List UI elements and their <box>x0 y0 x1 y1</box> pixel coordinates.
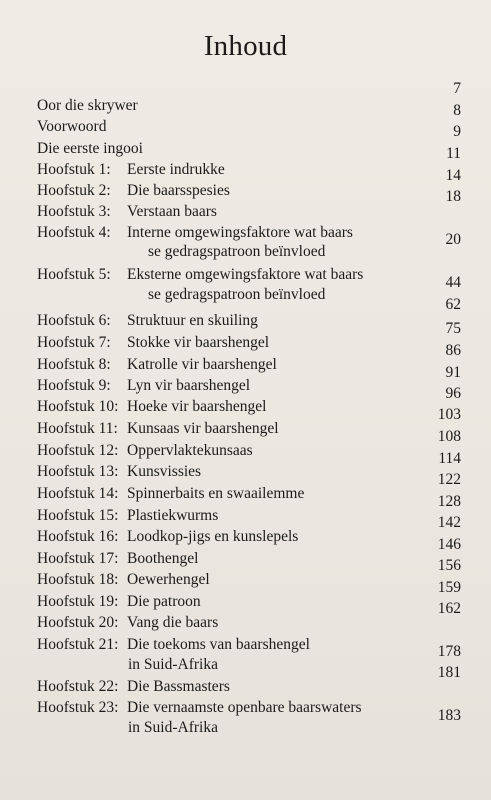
page-number: 103 <box>437 406 461 423</box>
chapter-label: Hoofstuk 14: <box>37 485 119 502</box>
chapter-title: Oewerhengel <box>127 571 210 588</box>
chapter-label: Hoofstuk 18: <box>37 571 119 588</box>
chapter-title-continued: se gedragspatroon beïnvloed <box>148 286 326 303</box>
chapter-title-continued: in Suid-Afrika <box>128 656 218 673</box>
chapter-title: Die Bassmasters <box>127 678 230 695</box>
chapter-title: Interne omgewingsfaktore wat baars <box>127 224 353 241</box>
chapter-title: Verstaan baars <box>127 203 217 220</box>
chapter-title-continued: in Suid-Afrika <box>128 719 218 736</box>
page-number: 96 <box>445 385 461 402</box>
chapter-label: Hoofstuk 7: <box>37 334 111 351</box>
page-number: 44 <box>445 274 461 291</box>
page-number: 108 <box>437 428 461 445</box>
chapter-label: Hoofstuk 9: <box>37 377 111 394</box>
page-number: 183 <box>437 707 461 724</box>
toc-entry-about-author: Oor die skrywer <box>37 97 138 114</box>
chapter-title: Kunsaas vir baarshengel <box>127 420 279 437</box>
page-number: 86 <box>445 342 461 359</box>
page-number: 18 <box>445 188 461 205</box>
page-number: 9 <box>453 123 461 140</box>
chapter-label: Hoofstuk 15: <box>37 507 119 524</box>
chapter-label: Hoofstuk 11: <box>37 420 118 437</box>
chapter-title: Struktuur en skuiling <box>127 312 258 329</box>
chapter-title: Eerste indrukke <box>127 161 225 178</box>
chapter-label: Hoofstuk 21: <box>37 636 119 653</box>
chapter-label: Hoofstuk 23: <box>37 699 119 716</box>
page-number: 178 <box>437 643 461 660</box>
chapter-title: Die toekoms van baarshengel <box>127 636 310 653</box>
page-number: 146 <box>437 536 461 553</box>
page-number: 114 <box>438 450 461 467</box>
chapter-title: Katrolle vir baarshengel <box>127 356 277 373</box>
page-number: 14 <box>445 167 461 184</box>
chapter-title-continued: se gedragspatroon beïnvloed <box>148 243 326 260</box>
toc-entry-foreword: Voorwoord <box>37 118 107 135</box>
page-number: 122 <box>437 471 461 488</box>
page-number: 181 <box>437 664 461 681</box>
page-number: 20 <box>445 231 461 248</box>
chapter-label: Hoofstuk 3: <box>37 203 111 220</box>
chapter-title: Die vernaamste openbare baarswaters <box>127 699 362 716</box>
page-number: 142 <box>437 514 461 531</box>
page-number: 7 <box>453 80 461 97</box>
chapter-title: Eksterne omgewingsfaktore wat baars <box>127 266 364 283</box>
chapter-label: Hoofstuk 22: <box>37 678 119 695</box>
chapter-label: Hoofstuk 19: <box>37 593 119 610</box>
page-number: 62 <box>445 296 461 313</box>
chapter-title: Plastiekwurms <box>127 507 219 524</box>
chapter-title: Hoeke vir baarshengel <box>127 398 267 415</box>
chapter-title: Stokke vir baarshengel <box>127 334 270 351</box>
toc-entry-first-cast: Die eerste ingooi <box>37 140 143 157</box>
chapter-title: Vang die baars <box>127 614 219 631</box>
page-number: 159 <box>437 579 461 596</box>
chapter-label: Hoofstuk 1: <box>37 161 111 178</box>
page-title: Inhoud <box>203 30 288 62</box>
chapter-label: Hoofstuk 10: <box>37 398 119 415</box>
chapter-label: Hoofstuk 4: <box>37 224 111 241</box>
page-number: 128 <box>437 493 461 510</box>
chapter-title: Lyn vir baarshengel <box>127 377 251 394</box>
page-number: 8 <box>453 102 461 119</box>
chapter-label: Hoofstuk 16: <box>37 528 119 545</box>
page-number: 156 <box>437 557 461 574</box>
chapter-label: Hoofstuk 17: <box>37 550 119 567</box>
chapter-title: Kunsvissies <box>127 463 202 480</box>
chapter-title: Die patroon <box>127 593 201 610</box>
page-number: 162 <box>437 600 461 617</box>
chapter-title: Boothengel <box>127 550 199 567</box>
chapter-title: Oppervlaktekunsaas <box>127 442 253 459</box>
chapter-label: Hoofstuk 6: <box>37 312 111 329</box>
chapter-label: Hoofstuk 5: <box>37 266 111 283</box>
chapter-title: Spinnerbaits en swaailemme <box>127 485 305 502</box>
chapter-label: Hoofstuk 13: <box>37 463 119 480</box>
chapter-title: Loodkop-jigs en kunslepels <box>127 528 299 545</box>
chapter-label: Hoofstuk 8: <box>37 356 111 373</box>
chapter-title: Die baarsspesies <box>127 182 230 199</box>
chapter-label: Hoofstuk 12: <box>37 442 119 459</box>
chapter-label: Hoofstuk 2: <box>37 182 111 199</box>
chapter-label: Hoofstuk 20: <box>37 614 119 631</box>
page-number: 75 <box>445 320 461 337</box>
page-number: 11 <box>446 145 461 162</box>
page-number: 91 <box>445 364 461 381</box>
